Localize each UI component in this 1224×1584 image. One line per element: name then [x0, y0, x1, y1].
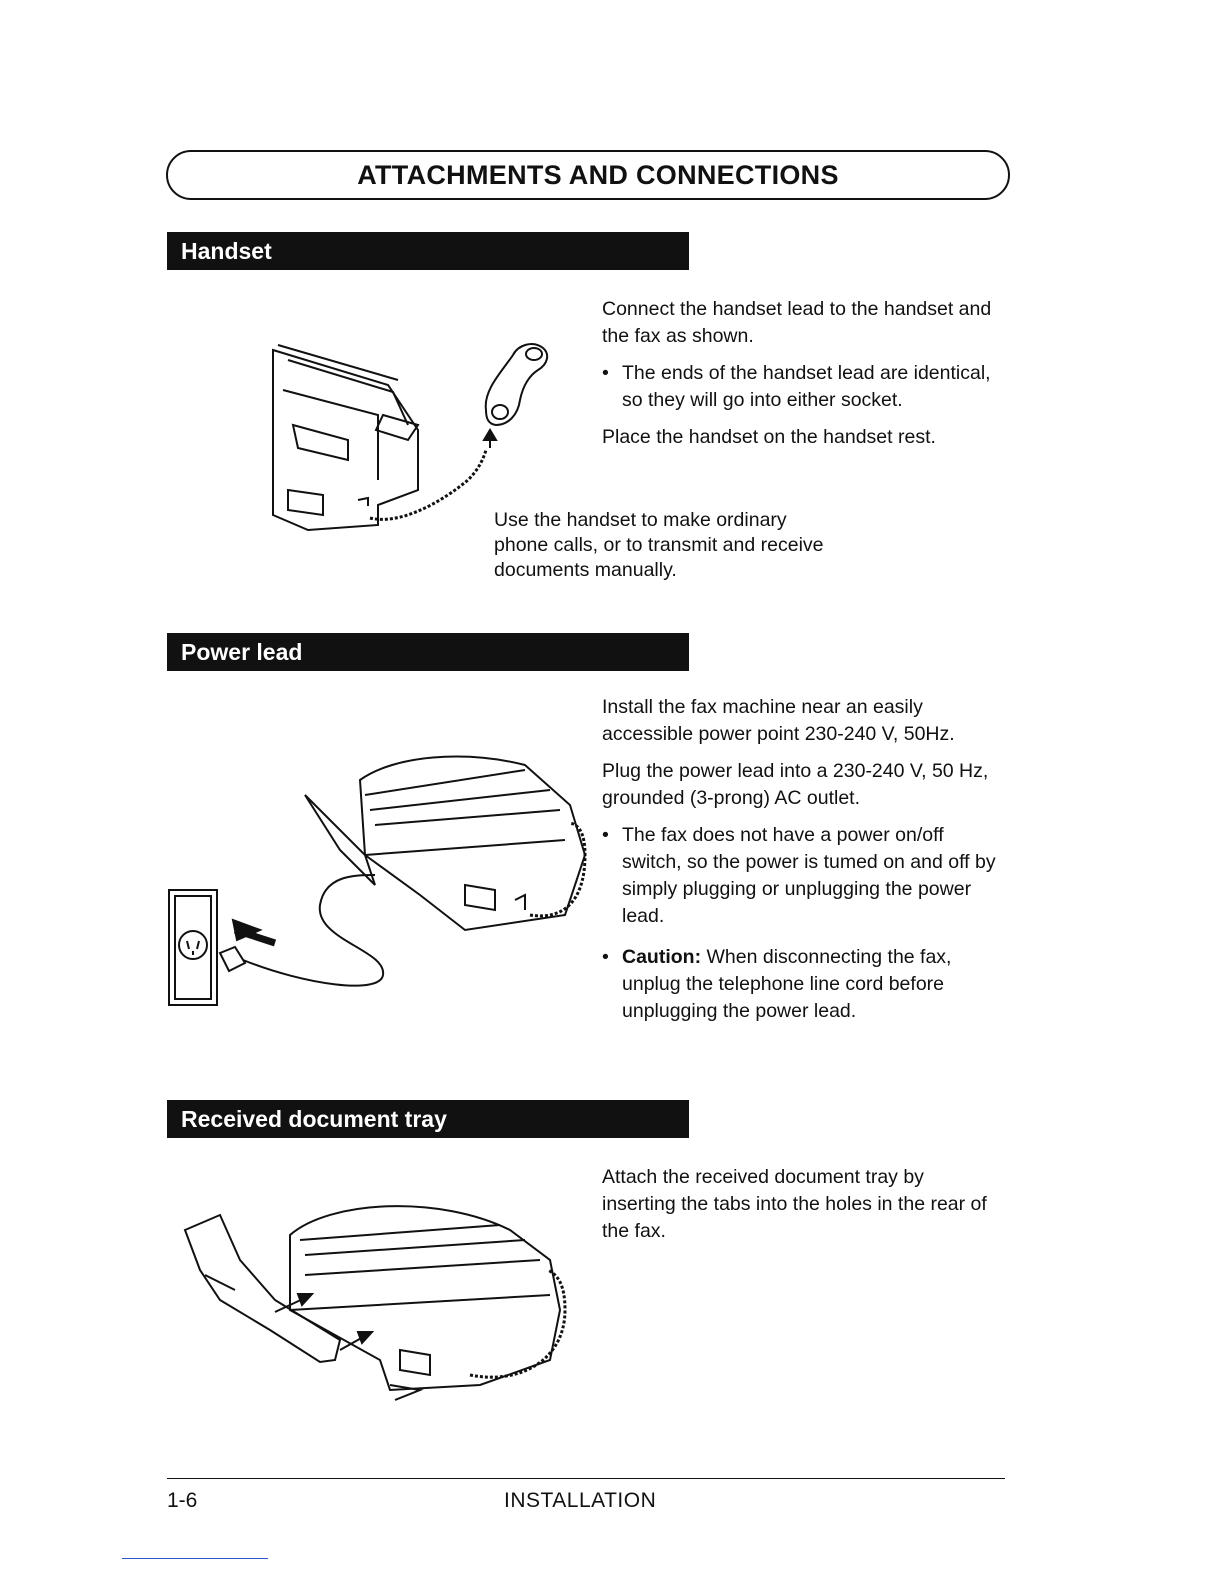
- bullet-dot: •: [602, 824, 609, 846]
- power-lead-illustration: [165, 745, 605, 1050]
- section-header-power-lead: Power lead: [167, 633, 689, 671]
- document-tray-illustration: [180, 1190, 580, 1410]
- chapter-title: ATTACHMENTS AND CONNECTIONS: [357, 160, 839, 190]
- caution-label: Caution:: [622, 946, 702, 968]
- power-paragraph-1: Install the fax machine near an easily accessible power point 230-240 V, 50Hz.: [602, 696, 955, 745]
- handset-caption: Use the handset to make ordinary phone calls, or to transmit and receive documents manually.: [494, 509, 824, 581]
- chapter-banner: [166, 150, 1010, 200]
- handset-instructions: [602, 296, 1002, 451]
- section-header-handset: Handset: [167, 232, 689, 270]
- document-tray-instructions: [602, 1164, 1002, 1245]
- handset-bullet-1-text: The ends of the handset lead are identical, so they will go into either socket.: [622, 362, 991, 411]
- footer-divider: [167, 1478, 1005, 1479]
- caution-text: When disconnecting the fax, unplug the telephone line cord before unplugging the power lead.: [622, 946, 952, 1022]
- section-header-document-tray: Received document tray: [167, 1100, 689, 1138]
- handset-paragraph-1: Connect the handset lead to the handset and the fax as shown.: [602, 298, 992, 347]
- power-bullet-1: [602, 822, 1002, 930]
- power-lead-instructions: [602, 694, 1002, 1025]
- power-bullet-2-text: [622, 944, 1002, 1025]
- bullet-dot: •: [602, 946, 609, 968]
- handset-paragraph-2: Place the handset on the handset rest.: [602, 426, 936, 448]
- handset-bullet-1: [602, 360, 1002, 414]
- power-bullet-1-text: The fax does not have a power on/off switch, so the power is tumed on and off by simply plugging or unplugging the power lead.: [622, 824, 996, 927]
- bullet-dot: •: [602, 362, 609, 384]
- tray-paragraph-1: Attach the received document tray by inserting the tabs into the holes in the rear of the fax.: [602, 1166, 987, 1242]
- power-paragraph-2: Plug the power lead into a 230-240 V, 50 Hz, grounded (3-prong) AC outlet.: [602, 760, 989, 809]
- footer-section-name: INSTALLATION: [504, 1489, 657, 1512]
- power-bullet-2: [602, 944, 1002, 1025]
- page-number: 1-6: [167, 1489, 198, 1512]
- bottom-underline-artifact: [122, 1558, 268, 1559]
